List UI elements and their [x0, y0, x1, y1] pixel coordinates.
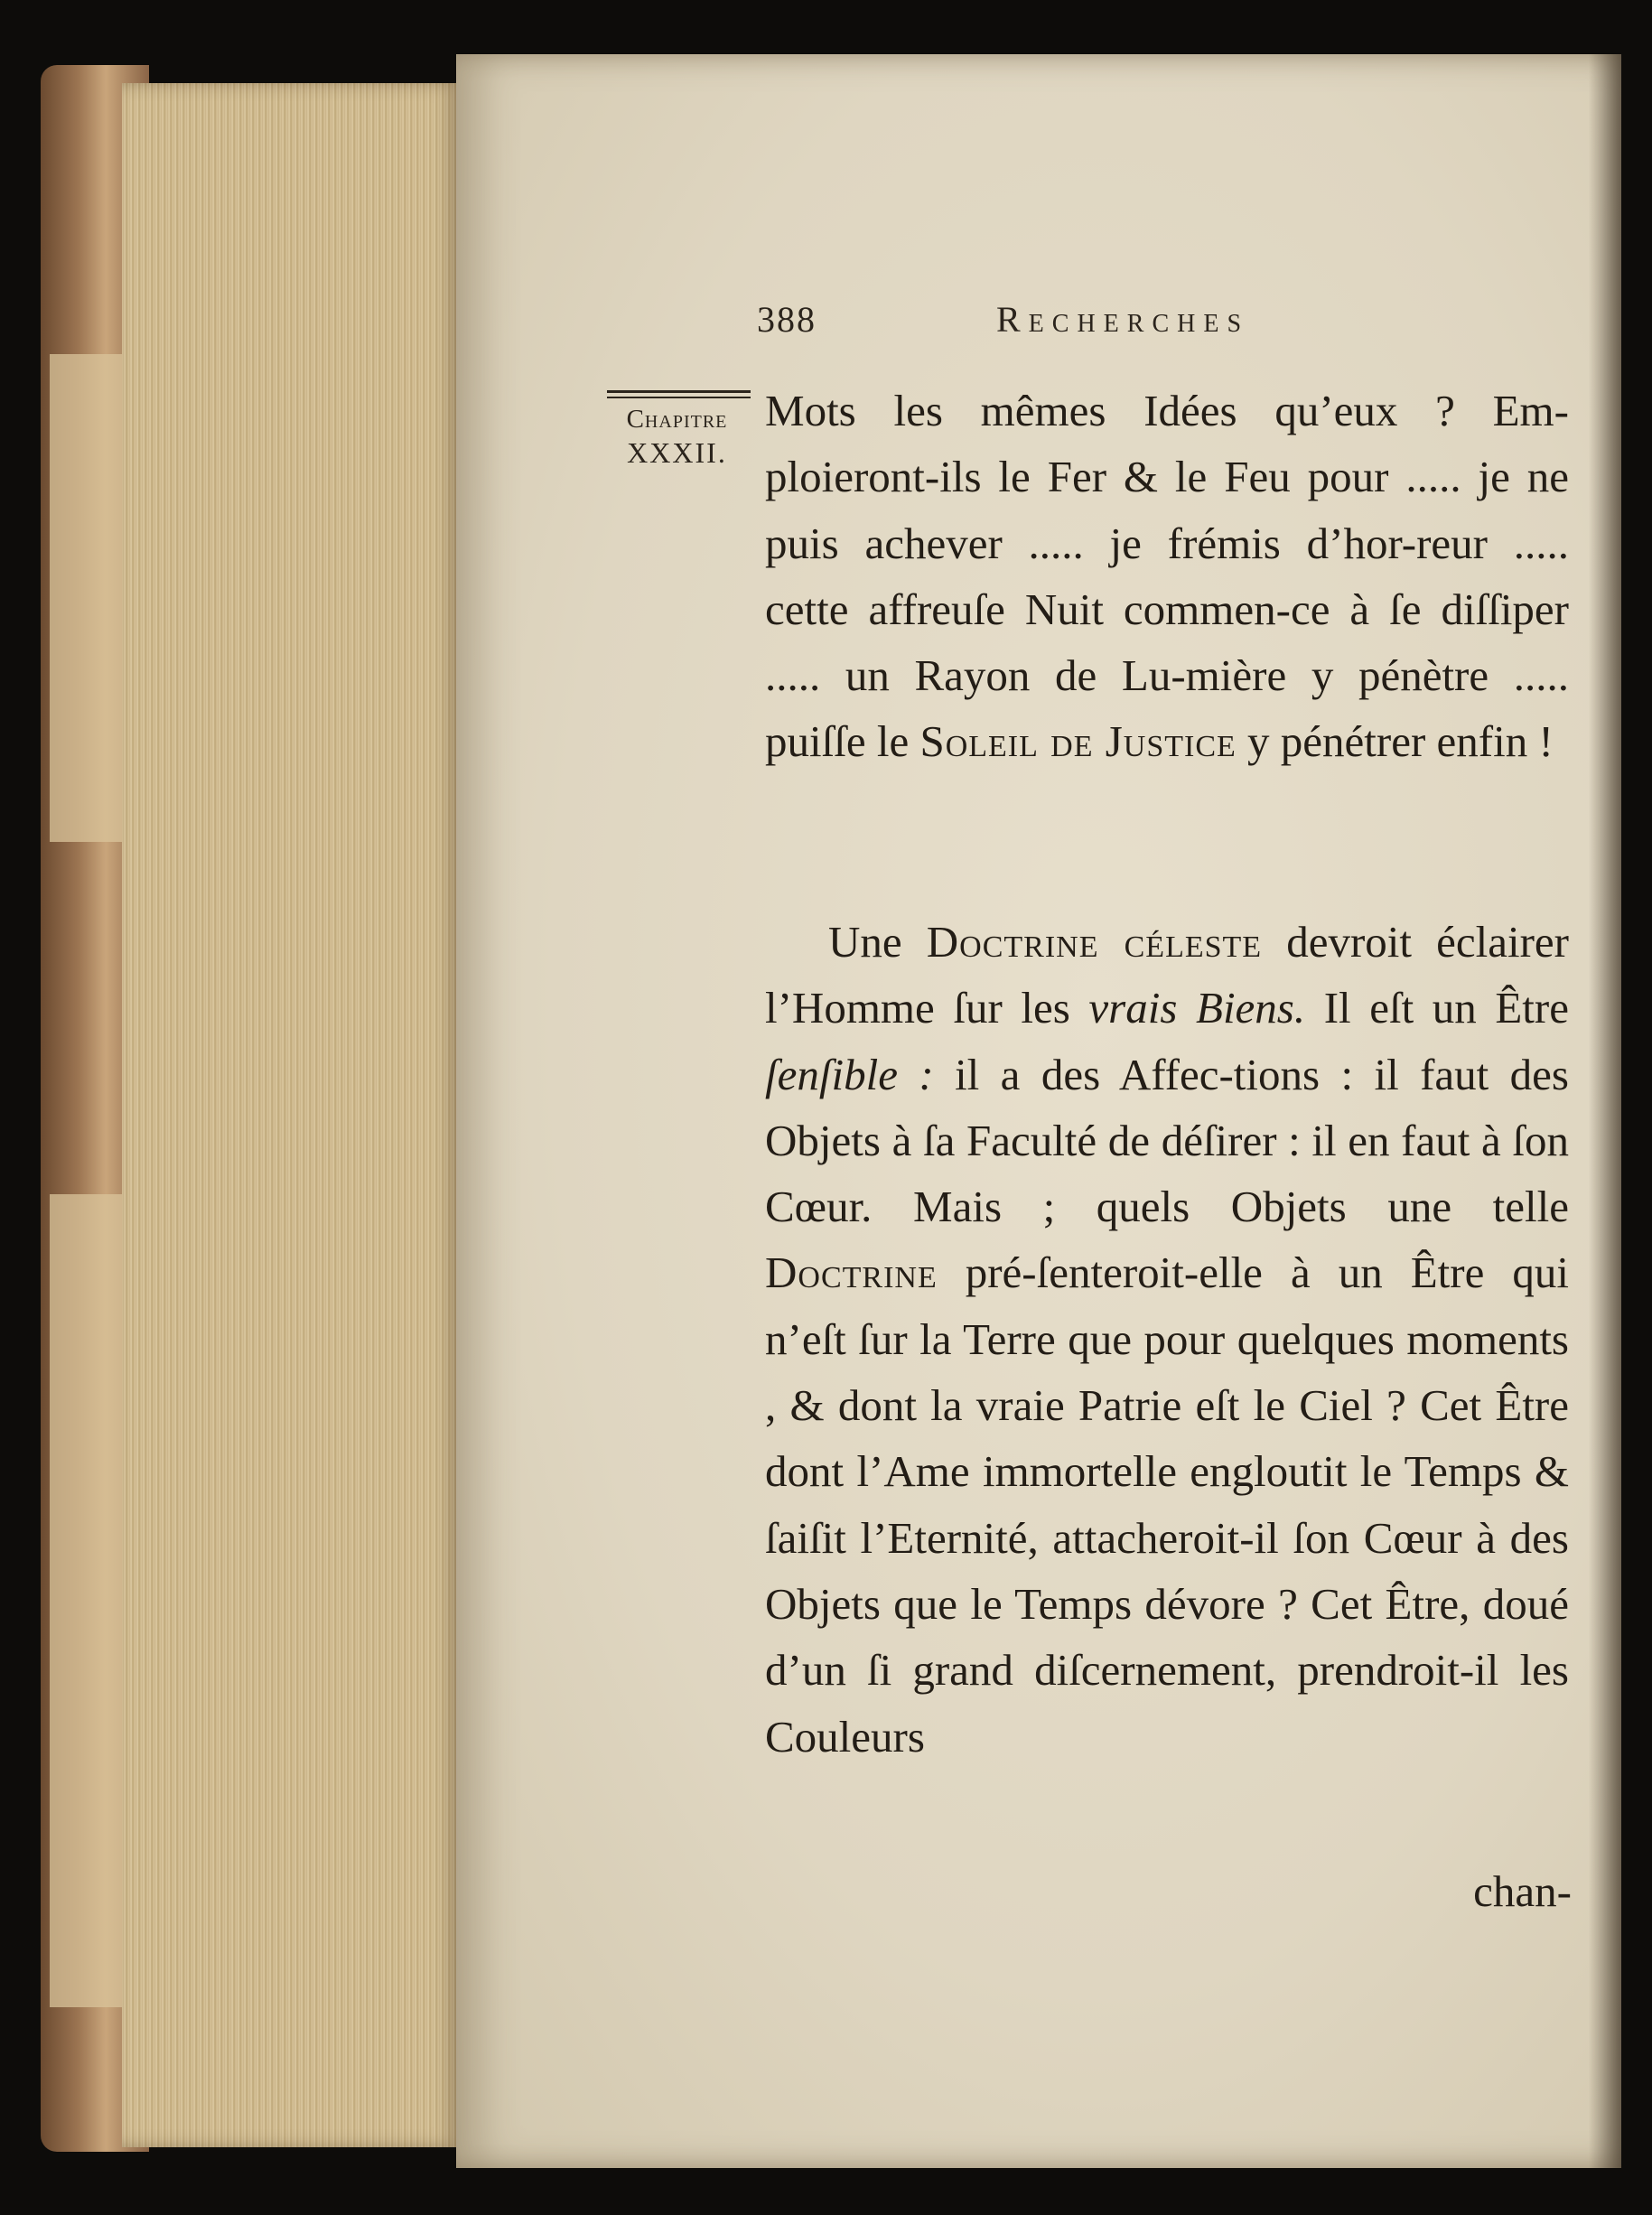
paragraph2-run: Une — [828, 917, 927, 967]
paragraph2-run: vrais Biens. — [1088, 983, 1306, 1033]
paragraph2-run: il a des Affec-tions : il faut des Objets à ſa Faculté de déſirer : il en faut à ſon Cœur. Mais ; quels Objets une telle — [765, 1049, 1569, 1232]
paragraph2-run: devroit éclairer l’Homme ſur les — [765, 917, 1569, 1033]
paragraph2-run: Doctrine céleste — [926, 917, 1263, 967]
running-title: Recherches — [996, 299, 1250, 340]
page-edges — [122, 83, 461, 2147]
paragraph1-run: Mots les mêmes Idées qu’eux ? Em-ploieront-ils le Fer & le Feu pour ..... je ne puis achever ..... je frémis d’hor-reur ..... cette affreuſe Nuit commen-ce à ſe diſſiper ..... un Rayon de Lu-mière y pénètre ..... puiſſe le — [765, 386, 1569, 767]
paragraph2-run: ſenſible : — [765, 1049, 934, 1099]
catchword: chan- — [1473, 1866, 1572, 1916]
paragraph2-run: Doctrine — [765, 1248, 938, 1298]
running-head — [757, 298, 1389, 352]
chapter-label: Chapitre — [626, 405, 728, 434]
paragraph2-run: Il eſt un Être — [1305, 983, 1569, 1033]
paragraph2-run: pré-ſenteroit-elle à un Être qui n’eſt ſur la Terre que pour quelques moments , & dont la vraie Patrie eſt le Ciel ? Cet Être dont l’Ame immortelle engloutit le Temps & ſaiſit l’Eternité, attacheroit-il ſon Cœur à des Objets que le Temps dévore ? Cet Être, doué d’un ſi grand diſcernement, prendroit-il les Couleurs — [765, 1248, 1569, 1762]
spine-shadow — [1589, 54, 1621, 2168]
chapter-margin-note — [598, 390, 756, 471]
paragraph1-run: y pénétrer enfin ! — [1236, 716, 1554, 767]
page-number: 388 — [757, 299, 817, 340]
chapter-number: XXXII. — [627, 436, 727, 469]
paragraph-2 — [765, 909, 1569, 1770]
paragraph-1 — [765, 378, 1569, 775]
margin-rule — [607, 390, 751, 398]
paragraph1-run: Soleil de Justice — [919, 716, 1237, 767]
